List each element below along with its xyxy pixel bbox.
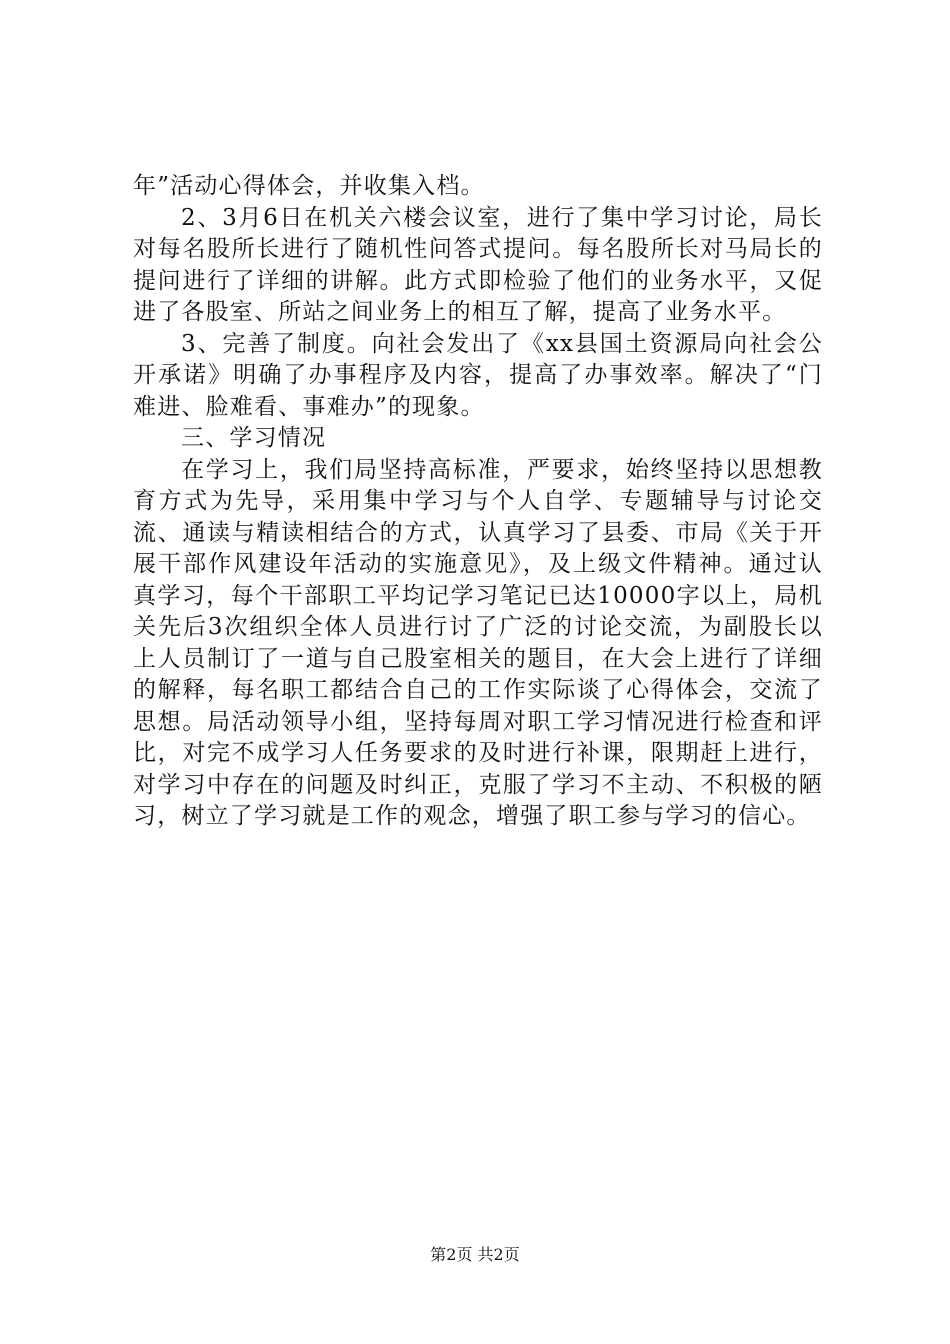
paragraph-system-improvement: 3、完善了制度。向社会发出了《xx县国土资源局向社会公开承诺》明确了办事程序及内容，提高了办事效率。解决了“门难进、脸难看、事难办”的现象。 <box>133 330 823 420</box>
paragraph-meeting-discussion: 2、3月6日在机关六楼会议室，进行了集中学习讨论，局长对每名股所长进行了随机性问答式提问。每名股所长对马局长的提问进行了详细的讲解。此方式即检验了他们的业务水平，又促进了各股室、所站之间业务上的相互了解，提高了业务水平。 <box>133 204 823 325</box>
document-body <box>133 171 823 833</box>
paragraph-continuation: 年”活动心得体会，并收集入档。 <box>133 173 485 199</box>
section-heading-study: 三、学习情况 <box>181 425 327 451</box>
page-number-footer: 第2页 共2页 <box>430 1245 520 1264</box>
paragraph-study-details: 在学习上，我们局坚持高标准，严要求，始终坚持以思想教育方式为先导，采用集中学习与个人自学、专题辅导与讨论交流、通读与精读相结合的方式，认真学习了县委、市局《关于开展干部作风建设年活动的实施意见》，及上级文件精神。通过认真学习，每个干部职工平均记学习笔记已达10000字以上，局机关先后3次组织全体人员进行讨了广泛的讨论交流，为副股长以上人员制订了一道与自己股室相关的题目，在大会上进行了详细的解释，每名职工都结合自己的工作实际谈了心得体会，交流了思想。局活动领导小组，坚持每周对职工学习情况进行检查和评比，对完不成学习人任务要求的及时进行补课，限期赶上进行，对学习中存在的问题及时纠正，克服了学习不主动、不积极的陋习，树立了学习就是工作的观念，增强了职工参与学习的信心。 <box>133 456 823 829</box>
